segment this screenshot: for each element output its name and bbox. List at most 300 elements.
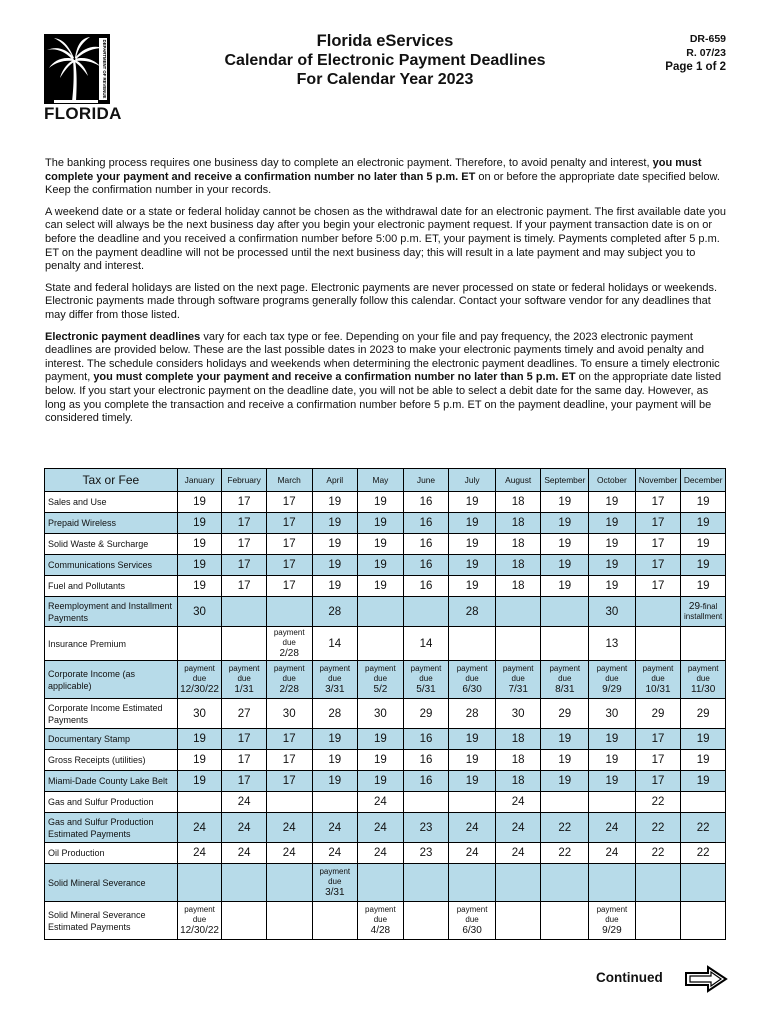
table-row	[45, 597, 726, 627]
deadline-cell: 16	[403, 492, 449, 513]
deadline-cell: 19	[589, 576, 636, 597]
tax-fee-name: Gas and Sulfur Production	[45, 792, 178, 813]
deadline-cell	[222, 627, 267, 661]
deadline-cell	[681, 627, 726, 661]
deadline-cell	[681, 792, 726, 813]
deadline-cell: 22	[681, 813, 726, 843]
deadline-cell: 18	[495, 555, 541, 576]
deadline-cell: 16	[403, 750, 449, 771]
deadline-cell: 16	[403, 534, 449, 555]
payment-label: payment	[502, 664, 534, 673]
deadline-cell: 18	[495, 513, 541, 534]
deadline-cell: 16	[403, 771, 449, 792]
deadline-cell: 19	[589, 492, 636, 513]
deadline-cell: 19	[681, 492, 726, 513]
tax-fee-name: Solid Waste & Surcharge	[45, 534, 178, 555]
deadline-cell: 17	[266, 771, 312, 792]
deadline-cell: 19	[449, 513, 496, 534]
deadline-cell: 19	[541, 729, 589, 750]
p1-bold: you must complete your payment and receive a confirmation number no later than 5 p.m. ET	[45, 157, 702, 183]
deadline-cell: 17	[222, 534, 267, 555]
deadline-cell: 19	[177, 729, 222, 750]
due-label: due	[465, 915, 479, 924]
deadline-cell	[266, 627, 312, 661]
deadline-cell: 30	[358, 699, 404, 729]
due-date: 8/31	[555, 684, 575, 695]
deadline-cell	[495, 597, 541, 627]
deadline-cell: 19	[177, 492, 222, 513]
deadline-cell: 29	[681, 699, 726, 729]
deadline-cell: 24	[177, 843, 222, 864]
due-label: due	[651, 674, 665, 683]
deadline-cell: 18	[495, 576, 541, 597]
deadline-cell: 19	[312, 555, 358, 576]
payment-label: payment	[184, 664, 215, 673]
table-row	[45, 534, 726, 555]
deadline-cell: 19	[449, 750, 496, 771]
deadline-cell: 24	[222, 843, 267, 864]
deadline-cell: 28	[312, 597, 358, 627]
payment-label: payment	[642, 664, 674, 673]
paragraph-1	[45, 157, 726, 198]
due-date: 1/31	[234, 684, 254, 695]
deadline-cell	[495, 661, 541, 699]
deadline-cell: 17	[635, 729, 681, 750]
deadline-cell: 17	[635, 492, 681, 513]
due-date: 6/30	[462, 684, 482, 695]
deadline-cell: 19	[589, 750, 636, 771]
deadline-cell: 17	[222, 576, 267, 597]
revision-date: R. 07/23	[686, 47, 726, 59]
deadline-cell	[541, 597, 589, 627]
header-month: October	[589, 469, 636, 492]
deadline-cell	[403, 902, 449, 940]
deadline-cell	[403, 661, 449, 699]
header-month: July	[449, 469, 496, 492]
deadline-cell: 19	[589, 555, 636, 576]
table-row	[45, 792, 726, 813]
payment-label: payment	[596, 905, 628, 914]
table-row	[45, 699, 726, 729]
deadline-cell: 17	[222, 513, 267, 534]
deadline-cell: 17	[635, 513, 681, 534]
deadline-cell: 16	[403, 729, 449, 750]
tax-fee-name: Documentary Stamp	[45, 729, 178, 750]
deadline-cell	[495, 627, 541, 661]
deadline-cell	[635, 864, 681, 902]
payment-label: payment	[273, 628, 305, 637]
header-month: February	[222, 469, 267, 492]
due-label: due	[282, 674, 296, 683]
deadline-cell: 19	[589, 729, 636, 750]
tax-fee-name: Corporate Income (as applicable)	[45, 661, 178, 699]
deadline-cell	[177, 902, 222, 940]
deadline-cell: 24	[312, 813, 358, 843]
deadline-cell: 24	[589, 813, 636, 843]
deadline-cell: 28	[312, 699, 358, 729]
deadline-cell	[358, 597, 404, 627]
header-month: December	[681, 469, 726, 492]
deadline-cell: 24	[312, 843, 358, 864]
deadline-cell: 19	[541, 750, 589, 771]
deadline-cell: 19	[681, 576, 726, 597]
deadline-cell	[266, 661, 312, 699]
due-label: due	[696, 674, 710, 683]
deadline-cell: 17	[266, 513, 312, 534]
deadline-cell	[358, 627, 404, 661]
due-label: due	[328, 674, 342, 683]
due-date: 9/29	[602, 925, 622, 936]
due-date: 12/30/22	[180, 925, 219, 936]
paragraph-2: A weekend date or a state or federal holiday cannot be chosen as the withdrawal date for an electronic payment. The first available date you can select will always be the next business day after you begin your electronic payment request. If your payment transaction date is on or before the deadline and you received a confirmation number before 5:00 p.m. ET, your payment is timely. Payments completed after 5 p.m. ET on the payment deadline will not be processed until the next business day; this will result in a late payment and may subject you to penalty and interest.	[45, 205, 726, 273]
p4-bold-lead: Electronic payment deadlines	[45, 330, 201, 343]
table-row	[45, 576, 726, 597]
deadline-cell: 24	[177, 813, 222, 843]
deadline-cell	[589, 792, 636, 813]
due-date: 4/28	[370, 925, 391, 936]
deadline-cell: 18	[495, 534, 541, 555]
due-date: 11/30	[691, 684, 716, 695]
table-row	[45, 513, 726, 534]
deadline-cell	[358, 902, 404, 940]
deadline-cell: 19	[589, 534, 636, 555]
deadline-cell	[541, 661, 589, 699]
deadline-cell: 19	[177, 513, 222, 534]
deadline-cell: 18	[495, 729, 541, 750]
table-row	[45, 843, 726, 864]
deadline-cell: 19	[541, 771, 589, 792]
deadline-cell	[635, 661, 681, 699]
deadline-cell: 24	[358, 813, 404, 843]
deadline-cell	[541, 627, 589, 661]
deadline-cell: 29	[541, 699, 589, 729]
deadline-cell: 24	[358, 792, 404, 813]
due-label: due	[192, 915, 207, 924]
deadline-cell	[266, 864, 312, 902]
header-tax-or-fee: Tax or Fee	[45, 469, 178, 492]
table-row	[45, 627, 726, 661]
deadline-cell: 23	[403, 843, 449, 864]
deadline-cell: 19	[358, 555, 404, 576]
table-row	[45, 771, 726, 792]
deadline-cell: 19	[449, 492, 496, 513]
due-label: due	[373, 915, 388, 924]
deadline-cell: 24	[266, 813, 312, 843]
final-date: 29-final	[688, 601, 718, 612]
deadline-cell: 24	[495, 792, 541, 813]
deadline-cell: 24	[222, 813, 267, 843]
deadline-cell	[681, 864, 726, 902]
logo-vertical-text: DEPARTMENT OF REVENUE	[102, 39, 107, 99]
deadline-cell: 14	[403, 627, 449, 661]
header-month: June	[403, 469, 449, 492]
due-date: 7/31	[508, 684, 528, 695]
deadline-cell: 19	[541, 576, 589, 597]
table-row	[45, 729, 726, 750]
p1-text: The banking process requires one business day to complete an electronic payment. Therefore, to avoid penalty and interest,	[45, 157, 653, 169]
deadline-cell: 17	[222, 771, 267, 792]
deadline-cell	[449, 864, 496, 902]
deadline-cell	[266, 792, 312, 813]
deadline-cell: 30	[177, 699, 222, 729]
deadline-cell: 27	[222, 699, 267, 729]
deadline-cell	[541, 902, 589, 940]
deadline-cell: 17	[266, 492, 312, 513]
due-label: due	[511, 674, 525, 683]
tax-fee-name: Reemployment and Installment Payments	[45, 597, 178, 627]
page-number: Page 1 of 2	[665, 61, 726, 73]
deadline-cell: 19	[541, 534, 589, 555]
deadline-cell	[589, 864, 636, 902]
deadline-cell: 19	[358, 513, 404, 534]
deadline-cell	[177, 864, 222, 902]
deadline-cell: 17	[222, 750, 267, 771]
deadline-cell: 17	[222, 492, 267, 513]
payment-label: payment	[410, 664, 442, 673]
deadline-cell	[312, 864, 358, 902]
due-label: due	[465, 674, 479, 683]
deadline-cell: 19	[449, 771, 496, 792]
payment-label: payment	[273, 664, 305, 673]
due-label: due	[328, 877, 342, 886]
document-title	[150, 32, 620, 89]
deadline-cell: 19	[177, 555, 222, 576]
table-row	[45, 750, 726, 771]
due-label: due	[373, 674, 388, 683]
right-arrow-icon	[684, 965, 728, 993]
deadline-cell: 19	[449, 729, 496, 750]
deadline-cell: 17	[222, 729, 267, 750]
table-header-row	[45, 469, 726, 492]
deadline-cell: 19	[541, 492, 589, 513]
deadline-cell: 24	[358, 843, 404, 864]
deadline-cell: 19	[681, 750, 726, 771]
due-label: due	[282, 638, 296, 647]
deadline-cell: 17	[266, 534, 312, 555]
deadline-cell: 24	[222, 792, 267, 813]
deadline-cell	[358, 661, 404, 699]
deadline-cell: 17	[635, 555, 681, 576]
deadline-cell	[589, 661, 636, 699]
due-date: 2/28	[279, 684, 299, 695]
p1-text-end: on or before the appropriate date specified below. Keep the confirmation number in your records.	[45, 170, 720, 197]
due-date: 9/29	[602, 684, 622, 695]
deadline-cell: 19	[449, 576, 496, 597]
deadline-cell	[266, 597, 312, 627]
continued-label: Continued	[596, 970, 663, 985]
payment-label: payment	[549, 664, 581, 673]
deadline-cell: 22	[635, 792, 681, 813]
deadline-cell: 16	[403, 555, 449, 576]
form-identifier	[665, 32, 726, 74]
deadline-cell: 17	[635, 771, 681, 792]
deadline-cell	[403, 792, 449, 813]
deadline-cell: 19	[312, 771, 358, 792]
deadline-cell: 28	[449, 699, 496, 729]
deadline-cell: 22	[635, 813, 681, 843]
due-label: due	[419, 674, 433, 683]
table-row	[45, 555, 726, 576]
due-label: due	[605, 915, 619, 924]
deadline-cell: 17	[635, 750, 681, 771]
deadline-cell	[312, 661, 358, 699]
deadline-cell: 19	[312, 729, 358, 750]
deadline-cell: 19	[449, 534, 496, 555]
deadline-cell	[266, 902, 312, 940]
paragraph-3: State and federal holidays are listed on the next page. Electronic payments are never processed on state or federal holidays or weekends. Electronic payments made through software programs generally follow this calendar. Contact your software vendor for any deadlines that may differ from those listed.	[45, 281, 718, 321]
deadline-cell	[403, 597, 449, 627]
deadline-cell: 19	[177, 750, 222, 771]
payment-label: payment	[319, 664, 351, 673]
deadline-cell	[681, 597, 726, 627]
title-line-2: Calendar of Electronic Payment Deadlines	[224, 52, 546, 69]
deadline-cell: 19	[177, 576, 222, 597]
payment-label: payment	[365, 664, 396, 673]
deadline-cell: 14	[312, 627, 358, 661]
deadline-cell: 22	[541, 813, 589, 843]
deadline-cell	[449, 627, 496, 661]
header-month: August	[495, 469, 541, 492]
p4-bold: you must complete your payment and receive a confirmation number no later than 5 p.m. ET	[93, 371, 576, 384]
deadline-cell	[358, 864, 404, 902]
header-month: April	[312, 469, 358, 492]
deadline-cell: 22	[635, 843, 681, 864]
tax-fee-name: Oil Production	[45, 843, 178, 864]
payment-label: payment	[456, 664, 488, 673]
logo-text: FLORIDA	[44, 104, 122, 123]
p4-text: vary for each tax type or fee. Depending on your file and pay frequency, the 2023 electronic payment deadlines are provided below. These are the last possible dates in 2023 to make your electronic payments timely and avoid penalty and interest. The schedule considers holidays and weekends when determining the electronic payment deadlines. To ensure a timely electronic payment,	[45, 330, 720, 384]
header-month: March	[266, 469, 312, 492]
header-month: September	[541, 469, 589, 492]
instructions	[45, 157, 726, 434]
deadline-cell: 19	[358, 534, 404, 555]
deadline-cell: 30	[589, 699, 636, 729]
deadline-cell: 17	[222, 555, 267, 576]
deadline-cell: 18	[495, 750, 541, 771]
deadline-cell	[449, 661, 496, 699]
tax-fee-name: Communications Services	[45, 555, 178, 576]
deadline-cell: 19	[358, 771, 404, 792]
due-label: due	[605, 674, 619, 683]
header-month: January	[177, 469, 222, 492]
deadline-cell: 17	[266, 750, 312, 771]
deadline-cell: 19	[449, 555, 496, 576]
deadline-cell	[541, 792, 589, 813]
due-label: due	[558, 674, 572, 683]
deadline-cell: 18	[495, 771, 541, 792]
deadline-cell: 19	[681, 729, 726, 750]
deadline-cell	[177, 792, 222, 813]
deadline-cell: 24	[449, 843, 496, 864]
table-row	[45, 813, 726, 843]
deadline-cell	[312, 792, 358, 813]
due-date: 2/28	[279, 648, 299, 659]
table-row	[45, 902, 726, 940]
deadline-cell: 19	[541, 555, 589, 576]
deadline-cell: 17	[266, 576, 312, 597]
deadline-cell	[541, 864, 589, 902]
deadline-cell: 16	[403, 513, 449, 534]
deadline-cell	[495, 902, 541, 940]
due-date: 10/31	[645, 684, 671, 695]
deadline-cell: 19	[312, 576, 358, 597]
tax-fee-name: Insurance Premium	[45, 627, 178, 661]
deadline-cell: 29	[403, 699, 449, 729]
due-date: 5/2	[373, 684, 388, 695]
deadline-cell	[177, 627, 222, 661]
deadline-cell: 30	[177, 597, 222, 627]
title-line-3: For Calendar Year 2023	[296, 71, 474, 88]
deadline-cell: 19	[589, 513, 636, 534]
payment-label: payment	[184, 905, 215, 914]
installment-label: installment	[684, 612, 723, 621]
payment-label: payment	[687, 664, 719, 673]
paragraph-4	[45, 331, 726, 426]
deadline-cell: 24	[449, 813, 496, 843]
tax-fee-name: Corporate Income Estimated Payments	[45, 699, 178, 729]
deadline-cell: 19	[541, 513, 589, 534]
deadline-cell: 19	[589, 771, 636, 792]
deadline-cell	[312, 902, 358, 940]
deadline-cell	[222, 902, 267, 940]
deadline-cell	[449, 792, 496, 813]
deadline-cell	[449, 902, 496, 940]
deadline-cell	[495, 864, 541, 902]
deadline-cell	[589, 902, 636, 940]
deadline-cell: 17	[635, 534, 681, 555]
deadline-cell: 19	[358, 729, 404, 750]
deadline-cell	[177, 661, 222, 699]
deadline-cell: 19	[177, 771, 222, 792]
header-month: May	[358, 469, 404, 492]
table-row	[45, 864, 726, 902]
deadline-cell: 16	[403, 576, 449, 597]
due-date: 12/30/22	[180, 684, 219, 695]
tax-fee-name: Sales and Use	[45, 492, 178, 513]
deadline-cell: 19	[681, 555, 726, 576]
deadline-cell: 17	[266, 729, 312, 750]
deadline-cell: 17	[266, 555, 312, 576]
title-line-1: Florida eServices	[316, 32, 454, 50]
deadline-cell: 30	[495, 699, 541, 729]
deadline-cell: 19	[358, 576, 404, 597]
payment-label: payment	[228, 664, 260, 673]
deadline-cell: 18	[495, 492, 541, 513]
deadline-cell: 19	[312, 750, 358, 771]
deadline-cell: 19	[681, 771, 726, 792]
deadline-cell: 24	[589, 843, 636, 864]
p4-text-end: on the appropriate date listed below. If you start your electronic payment on the deadline date, you will not be able to select a debit date for the same day. However, as long as you complete the transaction and receive a confirmation number before 5 p.m. ET on the payment deadline, your payment will be considered timely.	[45, 371, 722, 425]
deadline-cell: 24	[495, 813, 541, 843]
tax-fee-name: Prepaid Wireless	[45, 513, 178, 534]
payment-label: payment	[596, 664, 628, 673]
tax-fee-name: Miami-Dade County Lake Belt	[45, 771, 178, 792]
deadline-cell	[222, 864, 267, 902]
deadline-cell: 24	[495, 843, 541, 864]
header-month: November	[635, 469, 681, 492]
deadline-cell: 29	[635, 699, 681, 729]
payment-deadline-table	[44, 468, 726, 940]
table-row	[45, 661, 726, 699]
deadline-cell	[403, 864, 449, 902]
deadline-cell: 17	[635, 576, 681, 597]
due-date: 5/31	[416, 684, 436, 695]
payment-label: payment	[365, 905, 396, 914]
deadline-cell: 19	[358, 492, 404, 513]
deadline-cell	[681, 902, 726, 940]
due-label: due	[192, 674, 207, 683]
deadline-cell: 19	[358, 750, 404, 771]
